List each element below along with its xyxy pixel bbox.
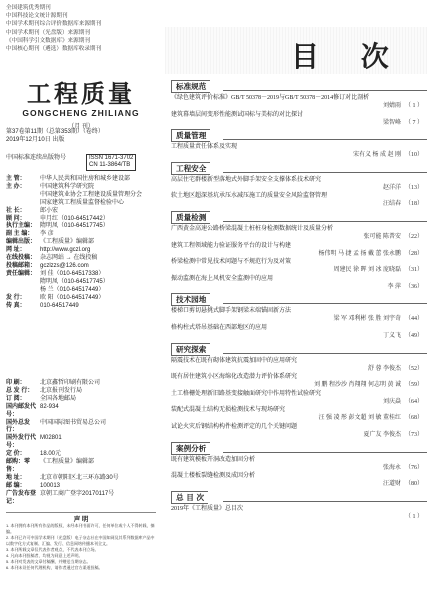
toc-entry-authors: 梁 军 邓利彬 张 胜 刘宇奇 [333,316,401,323]
toc-entry[interactable] [171,324,423,340]
info-row [6,420,156,436]
info-key: 传 真： [6,302,26,309]
toc-entry-title[interactable]: 混凝土楼板裂缝检测及成因分析 [171,473,256,480]
issue-date: 2019年12月10日 出版 [6,137,65,143]
toc-entry-meta [171,381,423,389]
toc-entry-authors: 梁智峰 [382,119,401,126]
info-value: 中国建筑科学研究院 [40,183,95,190]
issn-number: ISSN 1671-3702 [89,155,134,161]
toc-entry-meta [171,184,423,192]
info-value: 中华人民共和国住房和城乡建设部 [40,176,131,182]
section-rule [223,452,427,453]
info-value: 100013 [40,482,61,489]
toc-entry-title[interactable]: 楼梯口剪切悬挑式脚手架钢梁末端锚固新方法 [171,308,292,315]
toc-entry-title[interactable]: 广西黄金高速公路桥梁混凝土桩桩身检测数据统计及质量分析 [171,226,334,232]
declaration-item: 2. 本刊已许可中国学术期刊（光盘版）电子杂志社在中国知网及其系列数据库产品中以数字化方式复制、汇编、发行、信息网络传播本刊全文。 [6,535,155,546]
toc-entry-title[interactable]: 建筑幕墙层间变形性能测试国标与美标的对比探讨 [171,111,304,118]
info-key: 顾 问： [6,215,26,222]
section-rule [223,353,427,354]
toc-entry-authors: 丁义飞 [382,333,401,339]
toc-section-label: 标准规范 [171,80,210,93]
toc-entry-page: （59） [404,382,423,389]
section-rule [223,221,427,222]
toc-column [165,0,427,604]
info-row [6,303,156,311]
toc-entry-title[interactable]: 装配式混凝土结构无损检测技术与现场研究 [171,407,286,414]
toc-entry-meta [171,480,423,488]
info-key [6,279,40,287]
info-key [6,192,40,200]
info-key [6,200,40,208]
info-key: 发 行： [6,294,26,301]
toc-entry-authors: 汪 强 凌 彤 彭文超 刘 敏 董桂红 [318,415,401,422]
info-key [6,287,40,295]
info-value: 82-934 [40,403,59,410]
cn-number: CN 11-3864/TB [89,162,131,169]
info-key: 编辑出版： [6,239,37,246]
info-value: 欧 阳（010-64517449） [40,294,105,301]
toc-entry[interactable] [171,390,423,406]
toc-entry-page: （73） [404,432,423,438]
toc-entry-page: （80） [404,481,423,488]
info-key: 执行主编： [6,223,37,230]
toc-entry-page: （28） [404,250,423,257]
toc-entry-page: （68） [404,415,423,422]
info-value: 申月红（010-64517442） [40,215,109,222]
toc-section-header [171,211,427,223]
toc-section-label: 工程安全 [171,162,210,175]
toc-entry-authors: 宋有义 杨 成 赵 刚 [352,152,401,159]
masthead [6,176,156,310]
toc-entry[interactable] [171,176,423,192]
toc-entry-meta [171,414,423,422]
toc-entry-page: （36） [404,283,423,290]
journal-logo [6,74,156,130]
toc-entry-title[interactable]: 2019年《工程质量》总目次 [171,505,244,512]
toc-entry-title[interactable]: 建筑工程领域能力验证服务平台的设计与构建 [171,242,292,249]
toc-entry-authors: 杨伟明 马 捷 孟 扬 戴 蕾 张永鹏 [318,250,401,257]
toc-entry-page: （ 1 ） [404,103,423,109]
info-key: 国外发行代号： [6,435,37,450]
info-row [6,200,156,208]
toc-entry-authors: 张可能 陈普安 [363,234,401,240]
toc-entry-page: （64） [404,398,423,405]
info-value: gczlzzs@126.com [40,262,89,269]
info-key: 国外总发行： [6,419,31,434]
journal-name-en: GONGCHENG ZHILIANG [22,108,140,118]
toc-entry-authors: 李 萍 [387,283,401,290]
info-key: 主 办： [6,183,26,190]
issue-volume: 第37卷第11期（总第353期）（卷终） [6,129,104,135]
info-key: 副 主 编： [6,231,34,238]
toc-entry-meta [171,431,423,439]
info-value: 杨 兰（010-64517449） [40,286,105,293]
info-row [6,208,156,216]
journal-frequency: （月 刊） [68,124,94,130]
toc-entry[interactable] [171,505,423,521]
issn-box [86,154,136,171]
info-row [6,271,156,279]
toc-entry-title[interactable]: 工程质量责任体系及实现 [171,144,238,151]
toc-entry-meta [171,233,423,241]
honor-item: 《中国科学引文数据库》来源期刊 [6,37,90,44]
toc-entry-meta [171,365,423,373]
toc-entry-meta [171,315,423,323]
info-value: 《工程质量》编辑部 [40,459,95,466]
info-value: 刘 佳（010-64517338） [40,270,105,277]
toc-entry[interactable] [171,275,423,291]
toc-entry[interactable] [171,94,423,110]
toc-section-label: 研究探索 [171,343,210,356]
toc-section-header [171,343,427,355]
info-value: http://www.gczl.org [40,247,91,254]
toc-entry-meta [171,102,423,110]
info-value: 郎小宏 [40,207,59,214]
toc-entry[interactable] [171,111,423,127]
info-row [6,380,156,388]
info-key: 定 价： [6,451,26,458]
toc-entry-page: （ 7 ） [404,119,423,126]
section-rule [223,90,427,91]
info-row [6,295,156,303]
toc-entry[interactable] [171,143,423,159]
toc-entry-meta [171,200,423,208]
info-value: 中国建筑业协会工程建设质量管理分会 [40,191,143,198]
toc-entry[interactable] [171,307,423,323]
info-row [6,491,156,507]
toc-section-label: 技术园地 [171,293,210,306]
toc-entry-page: （52） [404,365,423,372]
toc-entry[interactable] [171,472,423,488]
toc-section-header [171,293,427,305]
info-key: 国内邮发代号： [6,403,37,418]
toc-entry-meta [171,464,423,472]
declaration-title: 声 明 [6,512,156,523]
toc-section-label: 质量管理 [171,129,210,142]
journal-name-cn: 工程质量 [27,79,135,108]
info-row [6,263,156,271]
toc-entry-authors: 舒 蓉 李俊杰 [367,365,401,372]
declaration-items [6,523,156,571]
toc-entry-meta [171,283,423,291]
toc-entry-meta [171,119,423,127]
toc-section-label: 总 目 次 [171,491,208,504]
info-key: 主 管： [6,176,26,182]
section-rule [223,501,427,502]
declaration-item: 6. 本刊未设任何代理机构，请作者通过官方渠道投稿。 [6,565,103,570]
toc-entry-title[interactable]: 振动监测在海上风机安全监测中的应用 [171,275,274,282]
section-rule [223,303,427,304]
info-key: 印 刷： [6,380,26,386]
toc-entry-authors: 刘婧雨 [382,103,401,109]
toc-section-label: 案例分析 [171,442,210,455]
info-row [6,388,156,396]
toc-entry-title[interactable]: 试论火灾后钢结构构件检测评定的几个关键问题 [171,424,298,430]
toc-section-header [171,491,427,503]
issn-label: 中国标准连续出版物号 [6,155,67,161]
toc-entry-title[interactable]: 格构柱式塔吊基础在西部地区的应用 [171,325,268,331]
honor-item: 中国学术期刊综合评价数据库来源期刊 [6,21,102,28]
info-row [6,287,156,295]
info-key: 网 址： [6,247,26,254]
toc-entry-meta [171,266,423,274]
info-key: 订 阅： [6,395,26,402]
toc-entry[interactable] [171,373,423,389]
toc-entry-title[interactable]: 《绿色建筑评价标准》GB/T 50378－2019与GB/T 50378－2014修订对比剖析 [171,95,370,101]
toc-entry[interactable] [171,192,423,208]
info-row [6,396,156,404]
toc-entry-meta [171,398,423,406]
info-row [6,184,156,192]
honor-item: 中国核心期刊（遴选）数据库收录期刊 [6,46,102,53]
toc-section-header [171,442,427,454]
declaration-item: 5. 本刊对发表的文章付稿酬，并赠送当期杂志。 [6,559,91,564]
toc-entry-page: （49） [404,333,423,339]
toc-entry[interactable] [171,423,423,439]
info-row [6,279,156,287]
issn-block [6,154,156,169]
toc-entry-meta [171,250,423,258]
toc-entry-authors: 周建民 徐 晖 刘 冰 庞晓磊 [333,267,401,274]
declaration-item: 4. 凡向本刊投稿者，均视为同意上述声明。 [6,553,83,558]
info-value: 北京鑫哲印刷有限公司 [40,380,101,386]
info-key: 责任编辑： [6,270,37,277]
declaration [6,512,156,571]
info-key: 地 址： [6,474,26,481]
toc-entry-page: （76） [404,464,423,471]
info-value: 隋明凤（010-64517745） [40,278,109,285]
toc-entry-meta [171,332,423,340]
toc-title: 目 次 [291,40,405,73]
info-row [6,435,156,451]
info-value: 北京报刊发行局 [40,387,83,394]
section-rule [223,172,427,173]
info-row [6,459,156,475]
honor-item: 全国建筑优秀期刊 [6,5,51,11]
toc-entry-page: （13） [404,184,423,191]
info-row [6,255,156,263]
toc-entry-title[interactable]: 软土地区超深基坑承压水减压施工的质量安全风险监督管理 [171,193,328,200]
toc-entry-authors: 刘庆焱 [382,398,401,405]
toc-section-label: 质量检测 [171,211,210,224]
info-key: 总 发 行： [6,387,34,394]
toc-entry-title[interactable]: 土工格栅处理新旧路基变接触面研究中作用特性试验研究 [171,390,322,397]
info-key: 投稿邮箱： [6,262,37,269]
printing-info [6,380,156,507]
honors-list [6,4,156,53]
toc-entry-page: （31） [404,267,423,274]
toc-entry-title[interactable]: 桥梁检测中常见技术问题与不规范行为及对策 [171,259,292,266]
issue-info [6,128,156,144]
toc-header-band [165,27,427,74]
honor-item: 中国科技论文统计源期刊 [6,13,68,20]
info-value: 北京市朝阳区北三环东路30号 [40,474,119,481]
toc-entry[interactable] [171,357,423,373]
info-row [6,483,156,491]
info-value: 国家建筑工程质量监督检验中心 [40,199,125,206]
info-row [6,475,156,483]
toc-entry-title[interactable]: 既有居住建筑小区海绵化改造潜力评价体系研究 [171,374,298,381]
toc-entry-page: （44） [404,316,423,323]
toc-entry-authors: 夏广友 李俊杰 [363,432,401,438]
info-key: 广告发布登记： [6,490,37,505]
info-value: 李 彦 [40,231,54,238]
info-key: 邮 编： [6,482,26,489]
toc-entry-page: （10） [404,152,423,159]
info-value: 18.00元 [40,451,62,458]
info-value: M02801 [40,435,62,442]
toc-section-header [171,129,427,141]
info-key: 邮购：零售： [6,459,31,473]
info-row [6,247,156,255]
left-column [0,0,160,604]
toc-entry[interactable] [171,225,423,241]
toc-entry-meta [171,151,423,159]
info-value: 杂志网站 → 在线投稿 [40,255,98,262]
toc-entry[interactable] [171,456,423,472]
info-key: 社 长： [6,207,26,214]
info-row [6,404,156,420]
info-value: 中国国际图书贸易总公司 [40,419,107,426]
toc-entry-authors: 赵洋洋 [382,184,401,191]
info-value: 010-64517449 [40,302,79,309]
info-value: 隋明凤（010-64517745） [40,223,109,230]
toc-section-header [171,80,427,92]
info-value: 全国各地邮局 [40,395,77,402]
toc-entry-title[interactable]: 高层住宅群楼新型落地式外脚手架安全支撑体系技术研究 [171,176,322,183]
declaration-item: 3. 本刊所载文章仅代表作者观点，不代表本刊立场。 [6,547,99,552]
toc-entry-page: （22） [404,234,423,240]
toc-entry-page: （ 1 ） [404,513,423,520]
toc-entry-page: （18） [404,201,423,208]
toc-entry-authors: 刘 鹏 程沙沙 肖翔翔 何志明 黄 诚 [313,382,401,389]
toc-entry-title[interactable]: 既有建筑模板开洞改造加固分析 [171,456,256,463]
toc-entry-authors: 汪结春 [382,201,401,208]
info-key: 在线投稿： [6,255,37,262]
toc-entry-authors: 张海永 [382,464,401,471]
toc-entry-title[interactable]: 隔震技术在既有砌体建筑抗震加固中的应用研究 [171,357,298,364]
toc-section-header [171,162,427,174]
toc-entry[interactable] [171,258,423,274]
toc-entry-meta [171,513,423,521]
toc-entry[interactable] [171,242,423,258]
info-row [6,192,156,200]
info-row [6,176,156,184]
toc-entry[interactable] [171,406,423,422]
declaration-item: 1. 本刊拥有本刊所有作品的版权，未经本刊书面许可，任何单位或个人不得转载、摘编。 [6,523,155,534]
info-value: 《工程质量》编辑部 [40,239,95,246]
toc-entry-authors: 汪道财 [382,481,401,488]
info-value: 京朝工商广登字20170117号 [40,490,115,497]
section-rule [223,139,427,140]
info-row [6,239,156,247]
honor-item: 中国学术期刊（光盘版）来源期刊 [6,29,90,36]
info-row [6,451,156,459]
